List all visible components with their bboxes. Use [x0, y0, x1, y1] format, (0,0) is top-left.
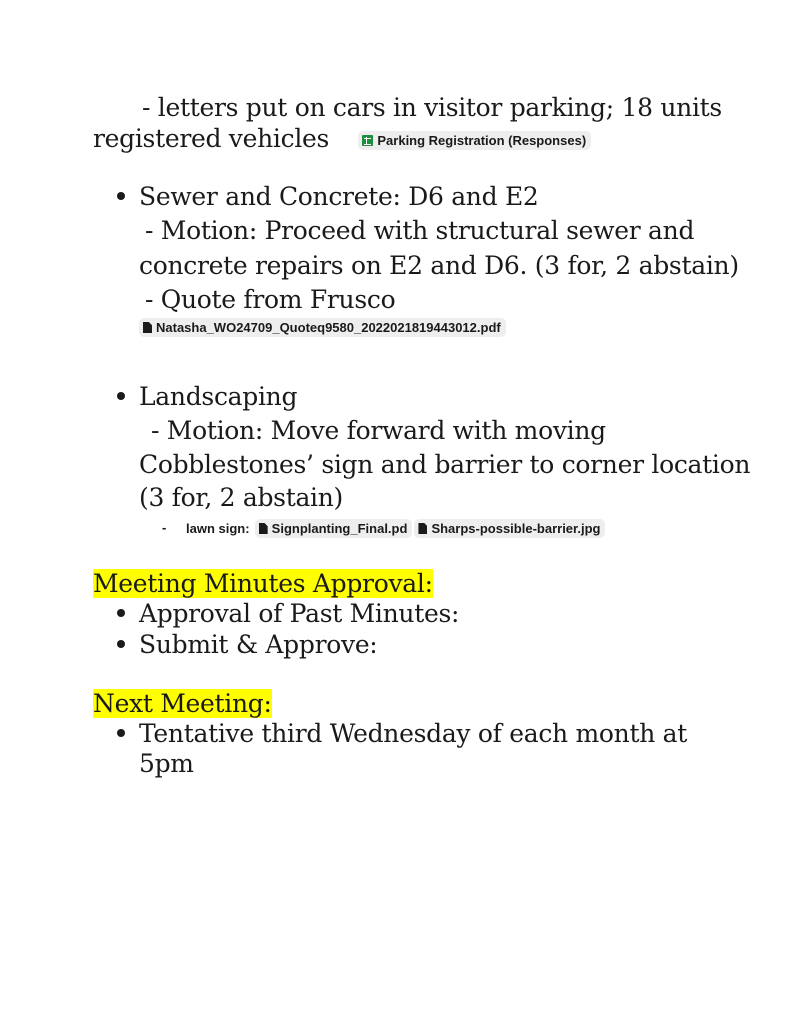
bullet-icon	[117, 640, 125, 648]
parking-note-text: registered vehicles	[93, 124, 330, 153]
parking-registration-chip-label: Parking Registration (Responses)	[377, 133, 587, 148]
minutes-item: Approval of Past Minutes:	[139, 599, 460, 628]
minutes-heading	[93, 568, 433, 600]
lawn-sign-dash: -	[162, 520, 167, 535]
file-icon	[418, 523, 427, 534]
sewer-motion-line-2: concrete repairs on E2 and D6. (3 for, 2 abstain)	[139, 251, 739, 280]
file-icon	[259, 523, 268, 534]
sewer-quote-file-chip[interactable]	[139, 318, 506, 337]
sewer-file-row	[139, 317, 506, 337]
bullet-icon	[117, 392, 125, 400]
signplanting-file-name: Signplanting_Final.pd	[271, 521, 408, 536]
bullet-icon	[117, 192, 125, 200]
sewer-title: Sewer and Concrete: D6 and E2	[139, 182, 539, 211]
next-meeting-line-2: 5pm	[139, 749, 194, 778]
sewer-quote: - Quote from Frusco	[145, 285, 396, 314]
next-meeting-heading	[93, 688, 272, 720]
lawn-sign-row	[186, 518, 605, 538]
barrier-file-chip[interactable]	[414, 519, 605, 538]
minutes-item: Submit & Approve:	[139, 630, 378, 659]
landscaping-motion-line-2: Cobblestones’ sign and barrier to corner location	[139, 450, 751, 479]
next-meeting-line-1: Tentative third Wednesday of each month at	[139, 719, 687, 748]
bullet-icon	[117, 729, 125, 737]
barrier-file-name: Sharps-possible-barrier.jpg	[431, 521, 601, 536]
bullet-icon	[117, 609, 125, 617]
minutes-heading-text: Meeting Minutes Approval:	[93, 569, 433, 598]
parking-note-line-1: - letters put on cars in visitor parking; 18 units	[142, 93, 722, 122]
landscaping-motion-line-3: (3 for, 2 abstain)	[139, 483, 343, 512]
landscaping-title: Landscaping	[139, 382, 298, 411]
sewer-motion-line-1: - Motion: Proceed with structural sewer and	[145, 216, 695, 245]
google-sheets-icon	[362, 135, 373, 146]
file-icon	[143, 322, 152, 333]
sewer-quote-file-name: Natasha_WO24709_Quoteq9580_2022021819443012.pdf	[156, 320, 501, 335]
lawn-sign-label: lawn sign:	[186, 521, 250, 536]
parking-registration-chip[interactable]	[358, 131, 591, 150]
signplanting-file-chip[interactable]	[255, 519, 413, 538]
parking-note-line-2	[93, 123, 591, 155]
landscaping-motion-line-1: - Motion: Move forward with moving	[151, 416, 606, 445]
next-meeting-heading-text: Next Meeting:	[93, 689, 272, 718]
